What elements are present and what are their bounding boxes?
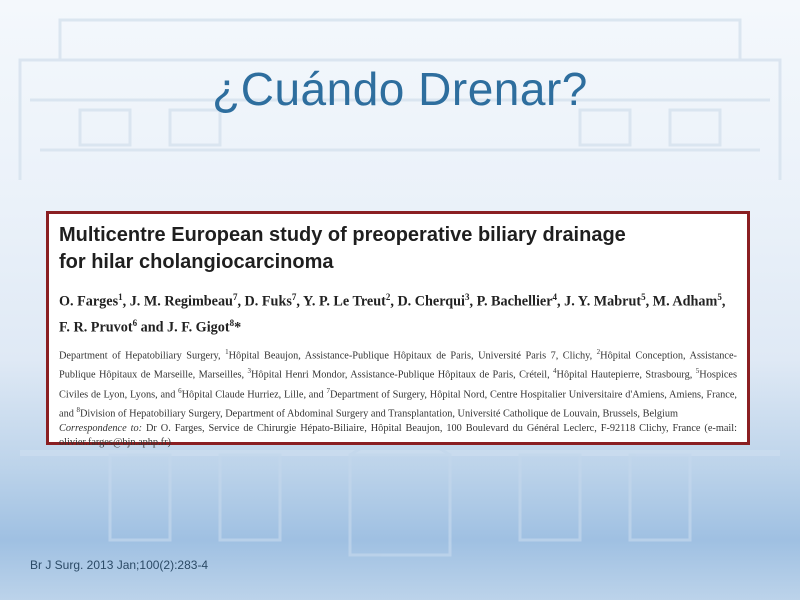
paper-title-line-2: for hilar cholangiocarcinoma [59, 251, 334, 273]
author-affiliation-number: 3 [464, 292, 470, 302]
author-separator: * [234, 319, 242, 336]
author-name: D. Fuks [244, 293, 292, 310]
affiliation-text: Hospices Civiles de Lyon, Lyons, and [59, 369, 738, 400]
author-separator: , [557, 293, 565, 310]
author-name: J. Y. Mabrut [564, 293, 642, 310]
author-affiliation-number: 6 [132, 317, 138, 328]
affiliation-number: 1 [225, 348, 229, 357]
paper-header-card [46, 211, 750, 449]
author-affiliation-number: 5 [641, 292, 646, 302]
paper-title [59, 222, 737, 276]
author-separator: , [122, 293, 130, 310]
affiliation-text: Hôpital Hautepierre, Strasbourg, [556, 369, 696, 381]
affiliation-text: Hôpital Claude Hurriez, Lille, and [181, 388, 327, 400]
affiliation-number: 4 [553, 367, 557, 376]
author-name: P. Bachellier [476, 293, 553, 310]
affiliation-text: Hôpital Beaujon, Assistance-Publique Hôpitaux de Paris, Université Paris 7, Clichy, [228, 350, 597, 362]
affiliation-number: 8 [76, 405, 80, 414]
author-affiliation-number: 1 [118, 292, 123, 302]
author-affiliation-number: 7 [232, 292, 238, 302]
correspondence-label: Correspondence to: [59, 422, 143, 434]
affiliation-number: 2 [596, 348, 601, 357]
author-name: D. Cherqui [397, 293, 465, 310]
author-name: O. Farges [59, 293, 119, 310]
correspondence-text: Dr O. Farges, Service de Chirurgie Hépato-Biliaire, Hôpital Beaujon, 100 Boulevard du Général Leclerc, F-92118 Clichy, France (e-mail: olivier.farges@bjn.aphp.fr) [59, 422, 737, 449]
affiliation-text: Hôpital Conception, Assistance-Publique Hôpitaux de Marseille, Marseilles, [59, 350, 737, 381]
author-separator: , [721, 293, 726, 310]
author-name: M. Adham [652, 293, 718, 310]
affiliation-number: 7 [326, 386, 330, 395]
author-separator: , [237, 293, 245, 310]
citation-reference: Br J Surg. 2013 Jan;100(2):283-4 [30, 558, 209, 572]
affiliation-number: 3 [247, 367, 251, 376]
author-separator: , [469, 293, 477, 310]
author-name: F. R. Pruvot [59, 319, 133, 336]
paper-title-line-1: Multicentre European study of preoperative biliary drainage [59, 224, 626, 246]
author-affiliation-number: 5 [717, 292, 722, 302]
affiliation-text: Department of Surgery, Hôpital Nord, Centre Hospitalier Universitaire d'Amiens, Amiens, France, and [59, 388, 737, 419]
paper-authors [59, 287, 737, 338]
author-affiliation-number: 8 [229, 317, 235, 328]
author-name: J. F. Gigot [167, 319, 230, 336]
affiliation-text: Division of Hepatobiliary Surgery, Department of Abdominal Surgery and Transplantation, Université Catholique de Louvain, Brussels, Belgium [79, 407, 679, 419]
author-affiliation-number: 2 [385, 292, 391, 302]
author-separator: , [296, 293, 303, 310]
author-affiliation-number: 7 [291, 292, 297, 302]
slide-title: ¿Cuándo Drenar? [212, 63, 588, 115]
author-affiliation-number: 4 [552, 292, 557, 302]
author-separator: , [645, 293, 653, 310]
author-name: J. M. Regimbeau [129, 293, 233, 310]
author-name: Y. P. Le Treut [302, 293, 386, 310]
affiliation-number: 6 [178, 386, 182, 395]
author-separator: , [390, 293, 398, 310]
affiliation-text: Department of Hepatobiliary Surgery, [59, 350, 226, 362]
author-separator: and [137, 319, 168, 336]
paper-correspondence [59, 422, 737, 451]
affiliation-text: Hôpital Henri Mondor, Assistance-Publique Hôpitaux de Paris, Créteil, [251, 369, 554, 381]
paper-affiliations [59, 345, 737, 421]
affiliation-number: 5 [695, 367, 700, 376]
